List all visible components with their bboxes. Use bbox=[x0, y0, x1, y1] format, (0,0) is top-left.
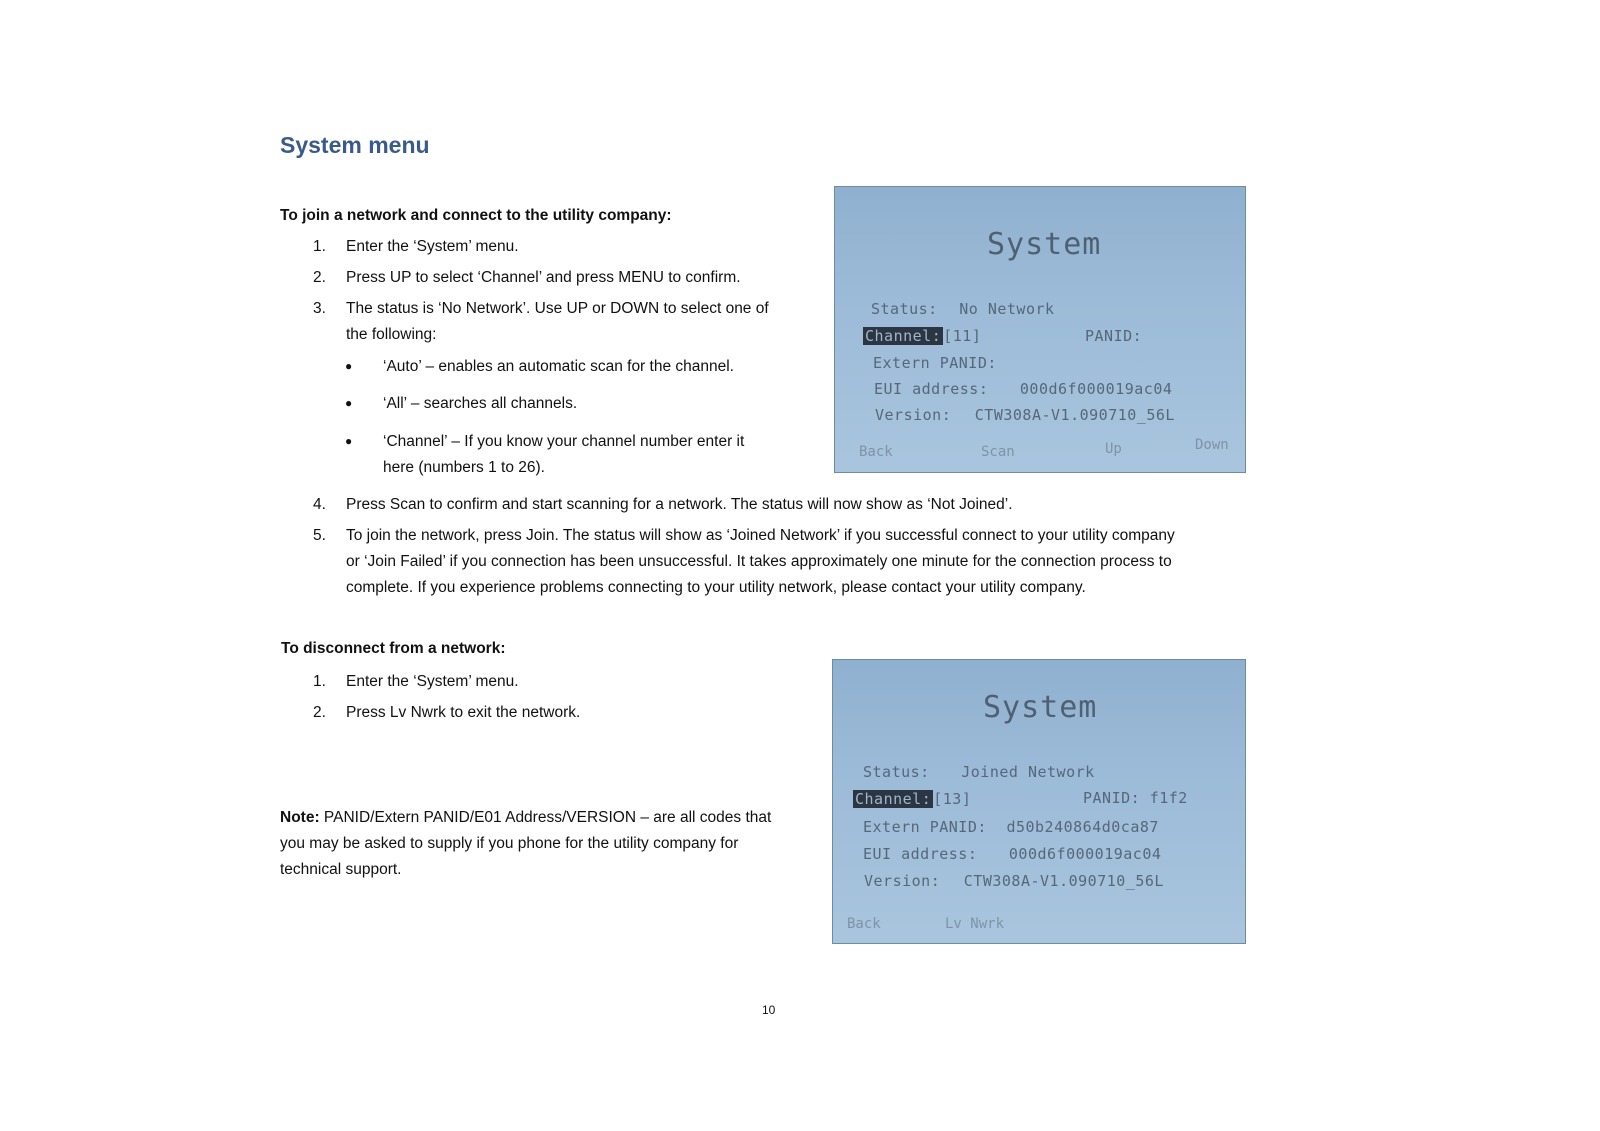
step-number: 3. bbox=[313, 300, 326, 317]
bullet-text: ‘Auto’ – enables an automatic scan for the channel. bbox=[383, 358, 734, 375]
status-label: Status: bbox=[863, 763, 930, 781]
panid-value: f1f2 bbox=[1149, 789, 1188, 807]
step-number: 1. bbox=[313, 238, 326, 255]
step-number: 2. bbox=[313, 269, 326, 286]
panid-label: PANID: bbox=[1083, 789, 1141, 807]
extern-panid-label: Extern PANID: bbox=[863, 818, 987, 836]
step-number: 2. bbox=[313, 704, 326, 721]
step-text: the following: bbox=[346, 326, 437, 343]
lcd-panid-row bbox=[1085, 327, 1142, 345]
step-number: 5. bbox=[313, 527, 326, 544]
bullet-text: here (numbers 1 to 26). bbox=[383, 459, 545, 476]
channel-label-highlighted: Channel: bbox=[855, 790, 932, 808]
softkey-scan: Scan bbox=[981, 444, 1015, 460]
step-text: or ‘Join Failed’ if you connection has been unsuccessful. It takes approximately one minute for the connection process to bbox=[346, 553, 1172, 570]
note-label: Note: bbox=[280, 809, 320, 826]
step-text: Press Lv Nwrk to exit the network. bbox=[346, 704, 581, 721]
step-number: 4. bbox=[313, 496, 326, 513]
lcd-screenshot-joined-network bbox=[832, 659, 1246, 944]
step-text: Enter the ‘System’ menu. bbox=[346, 673, 519, 690]
channel-label-highlighted: Channel: bbox=[865, 327, 942, 345]
extern-panid-value: d50b240864d0ca87 bbox=[1006, 818, 1159, 836]
step-text: Press UP to select ‘Channel’ and press MENU to confirm. bbox=[346, 269, 741, 286]
lcd-status-row bbox=[871, 300, 1055, 318]
eui-value: 000d6f000019ac04 bbox=[1019, 380, 1173, 398]
disconnect-heading: To disconnect from a network: bbox=[281, 640, 506, 657]
step-text: Enter the ‘System’ menu. bbox=[346, 238, 519, 255]
lcd-eui-row bbox=[874, 380, 1172, 398]
lcd-extern-panid-row bbox=[863, 818, 1159, 836]
note-line-2: you may be asked to supply if you phone for the utility company for bbox=[280, 835, 739, 852]
softkey-lv-nwrk: Lv Nwrk bbox=[945, 916, 1005, 932]
step-text: complete. If you experience problems connecting to your utility network, please contact your utility company. bbox=[346, 579, 1086, 596]
lcd-status-row bbox=[863, 763, 1095, 781]
step-text: To join the network, press Join. The status will show as ‘Joined Network’ if you successful connect to your utility company bbox=[346, 527, 1175, 544]
bullet-dot-icon: ● bbox=[345, 434, 353, 448]
softkey-up: Up bbox=[1105, 441, 1122, 457]
lcd-eui-row bbox=[863, 845, 1161, 863]
step-text: The status is ‘No Network’. Use UP or DOWN to select one of bbox=[346, 300, 769, 317]
lcd-version-row bbox=[875, 406, 1175, 424]
version-label: Version: bbox=[864, 872, 941, 890]
lcd-version-row bbox=[864, 872, 1164, 890]
note-text: PANID/Extern PANID/E01 Address/VERSION – are all codes that bbox=[319, 809, 772, 826]
bullet-dot-icon: ● bbox=[345, 396, 353, 410]
step-number: 1. bbox=[313, 673, 326, 690]
eui-value: 000d6f000019ac04 bbox=[1008, 845, 1162, 863]
softkey-back: Back bbox=[847, 916, 881, 932]
status-value: No Network bbox=[959, 300, 1055, 318]
lcd-extern-panid-row bbox=[873, 354, 997, 372]
eui-label: EUI address: bbox=[863, 845, 978, 863]
version-value: CTW308A-V1.090710_56L bbox=[974, 406, 1175, 424]
lcd-channel-row bbox=[853, 790, 971, 808]
join-heading: To join a network and connect to the utility company: bbox=[280, 207, 672, 224]
version-value: CTW308A-V1.090710_56L bbox=[963, 872, 1164, 890]
channel-value: [11] bbox=[943, 327, 982, 345]
note-line-1 bbox=[280, 805, 771, 831]
eui-label: EUI address: bbox=[874, 380, 989, 398]
bullet-text: ‘Channel’ – If you know your channel number enter it bbox=[383, 433, 745, 450]
bullet-text: ‘All’ – searches all channels. bbox=[383, 395, 578, 412]
step-text: Press Scan to confirm and start scanning for a network. The status will now show as ‘Not Joined’. bbox=[346, 496, 1013, 513]
lcd-title: System bbox=[987, 227, 1102, 262]
version-label: Version: bbox=[875, 406, 952, 424]
extern-panid-label: Extern PANID: bbox=[873, 354, 997, 372]
panid-label: PANID: bbox=[1085, 327, 1143, 345]
lcd-panid-row bbox=[1083, 789, 1188, 807]
page-title: System menu bbox=[280, 132, 430, 158]
lcd-channel-row bbox=[863, 327, 981, 345]
softkey-down: Down bbox=[1195, 437, 1229, 453]
lcd-screenshot-no-network bbox=[834, 186, 1246, 473]
softkey-back: Back bbox=[859, 444, 893, 460]
page-number: 10 bbox=[762, 1003, 776, 1017]
status-value: Joined Network bbox=[961, 763, 1095, 781]
bullet-dot-icon: ● bbox=[345, 359, 353, 373]
lcd-title: System bbox=[983, 690, 1098, 725]
note-line-3: technical support. bbox=[280, 861, 402, 878]
status-label: Status: bbox=[871, 300, 938, 318]
channel-value: [13] bbox=[933, 790, 972, 808]
